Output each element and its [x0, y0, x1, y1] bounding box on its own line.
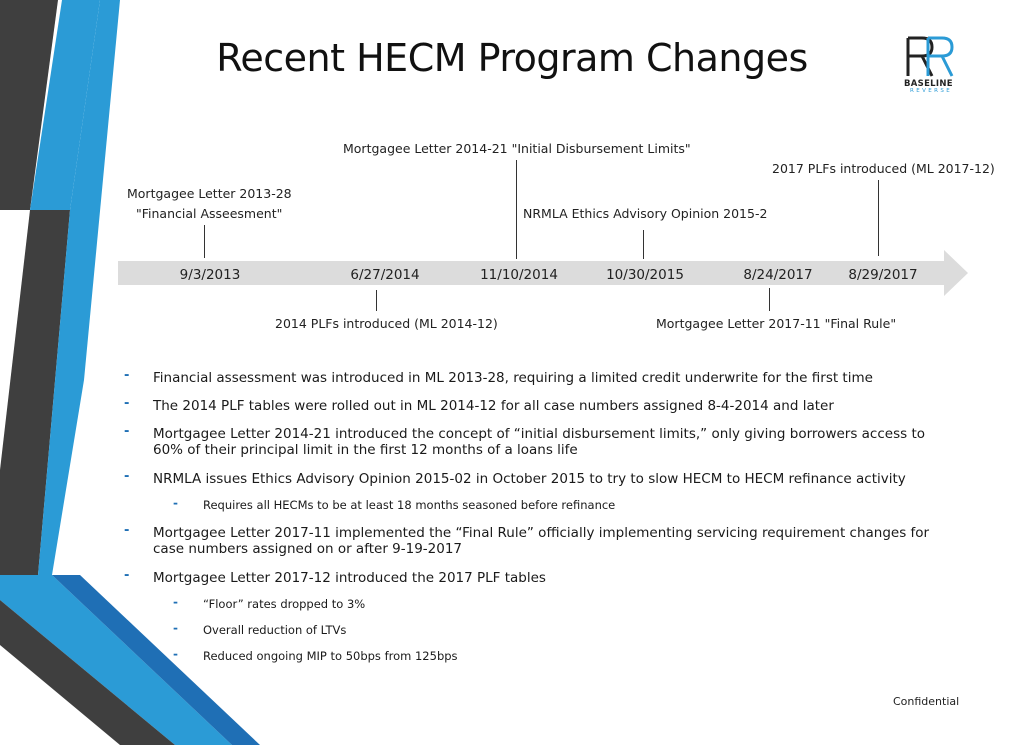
sub-bullet-ltv: Overall reduction of LTVs: [203, 623, 347, 637]
bullet-dash: -: [124, 368, 130, 383]
sub-bullet-dash: -: [173, 595, 178, 609]
sub-bullet-seasoning: Requires all HECMs to be at least 18 months seasoned before refinance: [203, 498, 616, 512]
connector-line: [516, 160, 517, 259]
timeline-label-ml-2014-21: Mortgagee Letter 2014-21 "Initial Disbursement Limits": [343, 141, 691, 156]
bullet-plf-2014: The 2014 PLF tables were rolled out in ML 2014-12 for all case numbers assigned 8-4-2014 and later: [153, 398, 834, 414]
sub-bullet-dash: -: [173, 496, 178, 510]
bullet-ml-2017-11-line1: Mortgagee Letter 2017-11 implemented the “Final Rule” officially implementing servicing requirement changes for: [153, 525, 930, 541]
timeline-label-ml-2013-28: Mortgagee Letter 2013-28: [127, 186, 292, 201]
page-title: Recent HECM Program Changes: [216, 36, 808, 80]
connector-line: [643, 230, 644, 259]
connector-line: [204, 225, 205, 258]
timeline-date: 9/3/2013: [179, 267, 241, 283]
bullet-dash: -: [124, 568, 130, 583]
timeline-date: 10/30/2015: [606, 267, 684, 283]
bullet-financial-assessment: Financial assessment was introduced in ML 2013-28, requiring a limited credit underwrite for the first time: [153, 370, 873, 386]
sub-bullet-floor-rates: “Floor” rates dropped to 3%: [203, 597, 366, 611]
timeline-date: 8/29/2017: [848, 267, 918, 283]
timeline-label-plf-2017: 2017 PLFs introduced (ML 2017-12): [772, 161, 995, 176]
logo-brand-text: BASELINE: [904, 79, 953, 89]
bullet-ml-2017-11-line2: case numbers assigned on or after 9-19-2017: [153, 541, 463, 557]
sub-bullet-mip: Reduced ongoing MIP to 50bps from 125bps: [203, 649, 458, 663]
bullet-dash: -: [124, 424, 130, 439]
sub-bullet-dash: -: [173, 621, 178, 635]
bullet-ml-2014-21-line1: Mortgagee Letter 2014-21 introduced the concept of “initial disbursement limits,” only giving borrowers access to: [153, 426, 925, 442]
connector-line: [376, 290, 377, 311]
connector-line: [769, 288, 770, 311]
bullet-dash: -: [124, 396, 130, 411]
bullet-dash: -: [124, 523, 130, 538]
baseline-logo-icon: [900, 36, 962, 80]
connector-line: [878, 180, 879, 256]
timeline-label-ml-2017-11: Mortgagee Letter 2017-11 "Final Rule": [656, 316, 897, 331]
bullet-ml-2017-12: Mortgagee Letter 2017-12 introduced the 2017 PLF tables: [153, 570, 546, 586]
timeline-label-nrmla-2015-2: NRMLA Ethics Advisory Opinion 2015-2: [523, 206, 768, 221]
timeline-date: 6/27/2014: [350, 267, 420, 283]
bullet-nrmla: NRMLA issues Ethics Advisory Opinion 2015-02 in October 2015 to try to slow HECM to HECM refinance activity: [153, 471, 906, 487]
sub-bullet-dash: -: [173, 647, 178, 661]
confidential-footer: Confidential: [893, 695, 960, 708]
timeline-date: 8/24/2017: [743, 267, 813, 283]
logo-sub-text: REVERSE: [910, 88, 953, 94]
timeline-date: 11/10/2014: [480, 267, 558, 283]
bullet-dash: -: [124, 469, 130, 484]
timeline-label-plf-2014: 2014 PLFs introduced (ML 2014-12): [275, 316, 498, 331]
bullet-ml-2014-21-line2: 60% of their principal limit in the first 12 months of a loans life: [153, 442, 578, 458]
timeline-label-ml-2013-28-subtitle: "Financial Asseesment": [136, 206, 283, 221]
